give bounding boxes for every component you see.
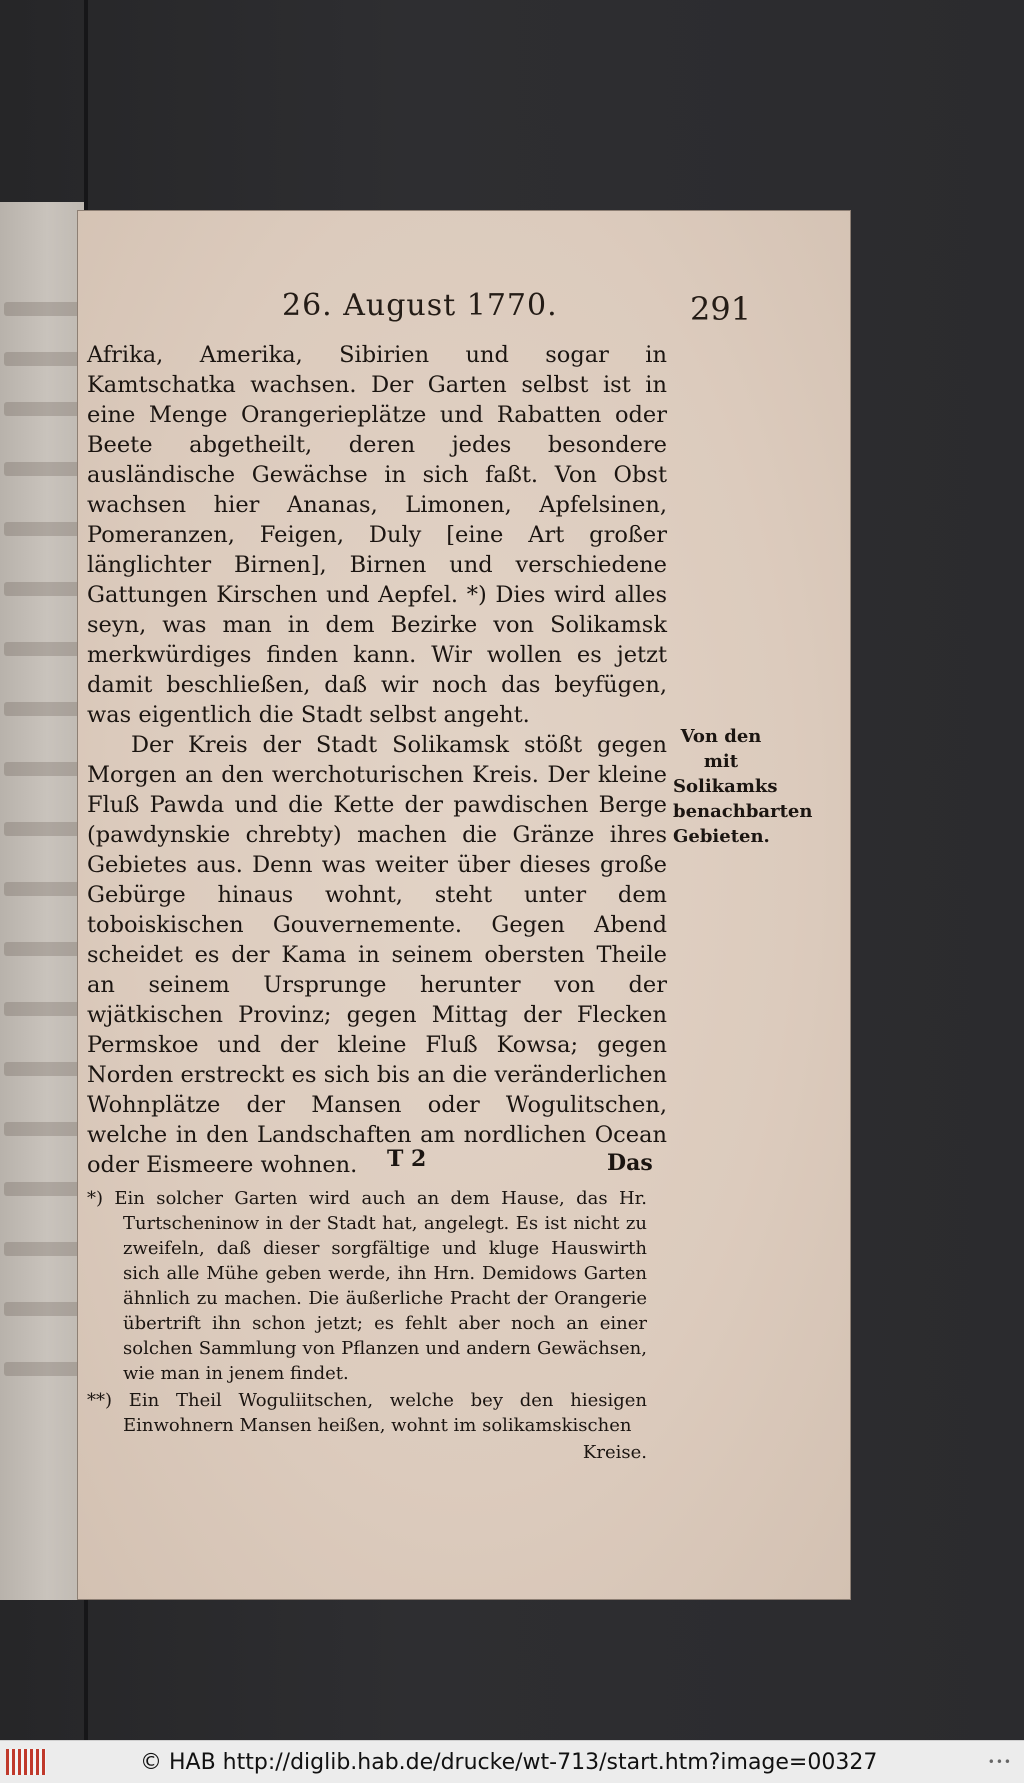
running-head: 26. August 1770. (282, 288, 558, 323)
hab-logo-icon (6, 1749, 46, 1775)
more-options-icon[interactable]: ••• (987, 1755, 1012, 1769)
body-paragraph: Der Kreis der Stadt Solikamsk stößt gegen Morgen an den werchoturischen Kreis. Der kleine Fluß Pawda und die Kette der pawdischen Berge (pawdynskie chrebty) machen die Gränze ihres Gebietes aus. Denn was weiter über dieses große Gebürge hinaus wohnt, steht unter dem toboiskischen Gouvernemente. Gegen Abend scheidet es der Kama in seinem obersten Theile an seinem Ursprunge herunter von der wjätkischen Provinz; gegen Mittag der Flecken Permskoe und der kleine Fluß Kowsa; gegen Norden erstreckt es sich bis an die veränderlichen Wohnplätze der Mansen oder Wogulitschen, welche in den Landschaften am nordlichen Ocean oder Eismeere wohnen. (87, 732, 667, 1178)
page-number: 291 (690, 290, 752, 328)
copyright-link[interactable]: © HAB http://diglib.hab.de/drucke/wt-713/start.htm?image=00327 (140, 1750, 878, 1775)
body-paragraph: Afrika, Amerika, Sibirien und sogar in Kamtschatka wachsen. Der Garten selbst ist in eine Menge Orangerieplätze und Rabatten oder Beete abgetheilt, deren jedes besondere ausländische Gewächse in sich faßt. Von Obst wachsen hier Ananas, Limonen, Apfelsinen, Pomeranzen, Feigen, Duly [eine Art großer länglichter Birnen], Birnen und verschiedene Gattungen Kirschen und Aepfel. *) Dies wird alles seyn, was man in dem Bezirke von Solikamsk merkwürdiges finden kann. Wir wollen es jetzt damit beschließen, daß wir noch das beyfügen, was eigentlich die Stadt selbst angeht. (87, 342, 667, 728)
viewer-footer (0, 1740, 1024, 1783)
footnote-continuation: Kreise. (582, 1442, 647, 1463)
body-text (87, 340, 667, 1180)
signature-mark: T 2 (387, 1146, 427, 1172)
margin-note: Von den mit Solikamks benachbarten Gebieten. (673, 726, 813, 847)
book-page (77, 210, 851, 1600)
footnote: *) Ein solcher Garten wird auch an dem Hause, das Hr. Turtscheninow in der Stadt hat, angelegt. Es ist nicht zu zweifeln, daß dieser sorgfältige und kluge Hauswirth sich alle Mühe geben werde, ihn Hrn. Demidows Garten ähnlich zu machen. Die äußerliche Pracht der Orangerie übertrift ihn schon jetzt; es fehlt aber noch an einer solchen Sammlung von Pflanzen und andern Gewächsen, wie man in jenem findet. (87, 1188, 647, 1384)
catchword: Das (607, 1150, 653, 1176)
footnote: **) Ein Theil Woguliitschen, welche bey den hiesigen Einwohnern Mansen heißen, wohnt im solikamskischen (87, 1390, 647, 1436)
facing-page-edge (0, 202, 86, 1600)
footnotes (87, 1186, 647, 1467)
